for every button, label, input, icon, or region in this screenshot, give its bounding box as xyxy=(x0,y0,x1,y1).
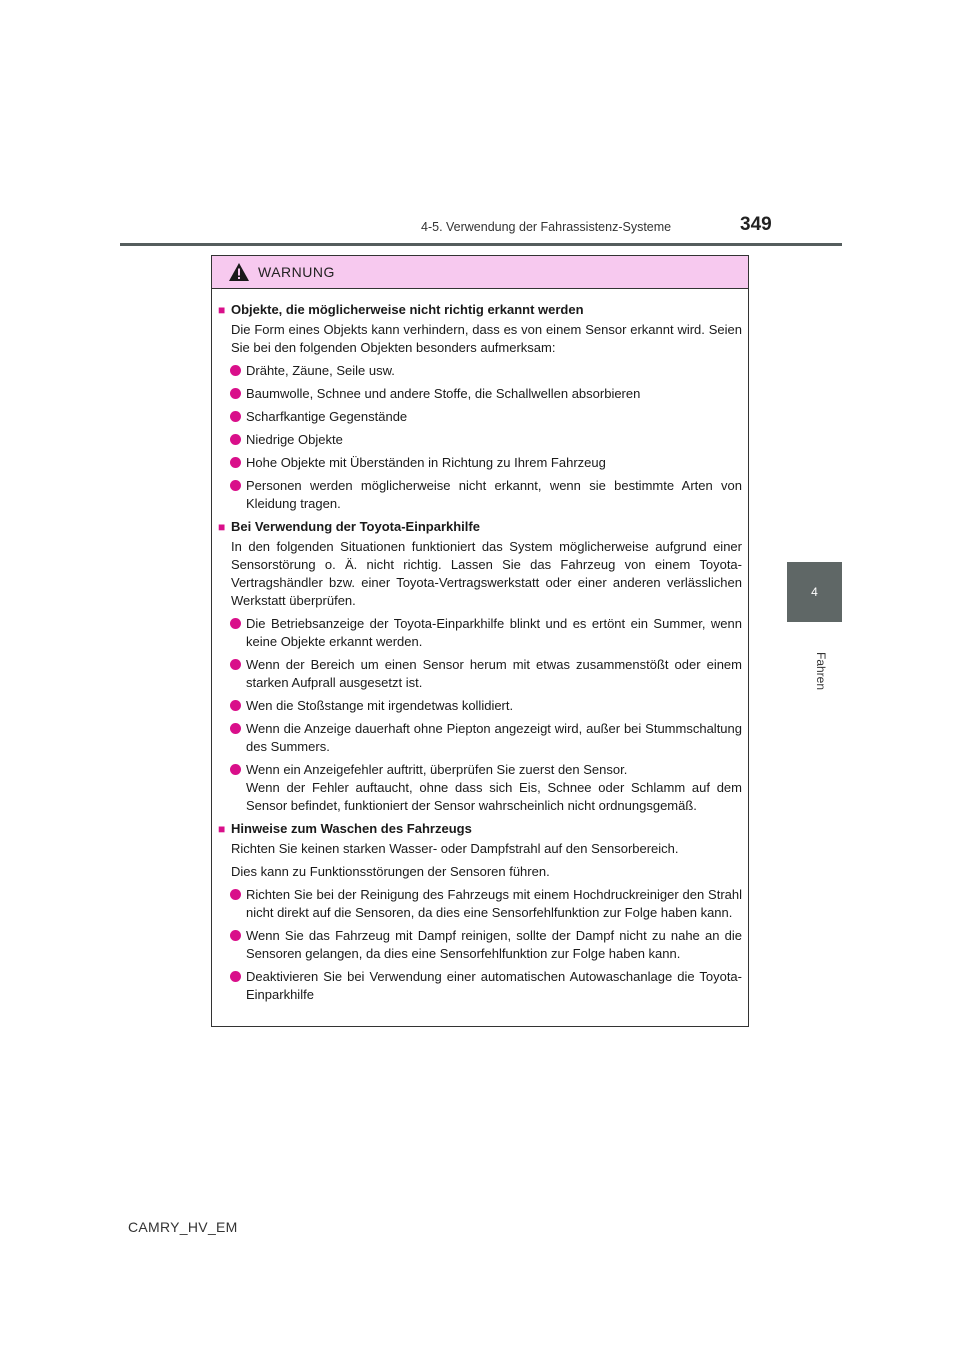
bullet-dot-icon xyxy=(230,889,241,900)
bullet-dot-icon xyxy=(230,457,241,468)
square-bullet-icon: ■ xyxy=(218,303,226,317)
section-paragraph: In den folgenden Situationen funktioniert das System möglicherweise aufgrund einer Sensorstörung o. Ä. nicht richtig. Lassen Sie das Fahrzeug von einem Toyota-Vertragshändler bzw. einer Toyota-Vertragswerkstatt oder einer anderen verlässlichen Werkstatt überprüfen. xyxy=(231,539,742,608)
chapter-tab-number: 4 xyxy=(811,585,818,599)
bullet-item xyxy=(218,968,742,1004)
warning-section xyxy=(218,518,742,815)
document-code: CAMRY_HV_EM xyxy=(128,1219,238,1235)
bullet-text: Personen werden möglicherweise nicht erkannt, wenn sie bestimmte Arten von Kleidung tragen. xyxy=(246,478,742,511)
page-number: 349 xyxy=(740,214,772,235)
bullet-text: Drähte, Zäune, Seile usw. xyxy=(246,363,395,378)
square-bullet-icon: ■ xyxy=(218,520,226,534)
bullet-dot-icon xyxy=(230,971,241,982)
bullet-dot-icon xyxy=(230,388,241,399)
bullet-item xyxy=(218,761,742,815)
bullet-item xyxy=(218,385,742,403)
bullet-dot-icon xyxy=(230,411,241,422)
bullet-text: Wenn der Bereich um einen Sensor herum mit etwas zusammenstößt oder einem starken Aufprall ausgesetzt ist. xyxy=(246,657,742,690)
bullet-item xyxy=(218,927,742,963)
warning-title: WARNUNG xyxy=(258,264,335,280)
bullet-item xyxy=(218,886,742,922)
bullet-item xyxy=(218,431,742,449)
section-heading-text: Bei Verwendung der Toyota-Einparkhilfe xyxy=(231,519,480,534)
section-heading-text: Hinweise zum Waschen des Fahrzeugs xyxy=(231,821,472,836)
bullet-text: Deaktivieren Sie bei Verwendung einer automatischen Autowaschanlage die Toyota-Einparkhilfe xyxy=(246,969,742,1002)
bullet-text: Baumwolle, Schnee und andere Stoffe, die Schallwellen absorbieren xyxy=(246,386,641,401)
bullet-item xyxy=(218,615,742,651)
header-rule xyxy=(120,243,842,246)
bullet-text: Wen die Stoßstange mit irgendetwas kollidiert. xyxy=(246,698,514,713)
chapter-label: Fahren xyxy=(814,652,828,691)
bullet-item xyxy=(218,454,742,472)
warning-header xyxy=(212,256,748,289)
bullet-dot-icon xyxy=(230,618,241,629)
warning-body xyxy=(212,289,748,1004)
bullet-text: Richten Sie bei der Reinigung des Fahrzeugs mit einem Hochdruckreiniger den Strahl nicht direkt auf die Sensoren, da dies eine Sensorfehlfunktion zur Folge haben kann. xyxy=(246,887,742,920)
bullet-dot-icon xyxy=(230,930,241,941)
bullet-dot-icon xyxy=(230,764,241,775)
bullet-item xyxy=(218,697,742,715)
bullet-dot-icon xyxy=(230,723,241,734)
warning-triangle-icon xyxy=(228,262,250,282)
section-paragraph: Richten Sie keinen starken Wasser- oder Dampfstrahl auf den Sensorbereich. xyxy=(231,841,679,856)
bullet-text: Hohe Objekte mit Überständen in Richtung zu Ihrem Fahrzeug xyxy=(246,455,606,470)
bullet-dot-icon xyxy=(230,659,241,670)
section-paragraph: Dies kann zu Funktionsstörungen der Sensoren führen. xyxy=(231,864,550,879)
warning-section xyxy=(218,820,742,1004)
bullet-item xyxy=(218,362,742,380)
bullet-item xyxy=(218,720,742,756)
bullet-text: Die Betriebsanzeige der Toyota-Einparkhilfe blinkt und es ertönt ein Summer, wenn keine Objekte erkannt werden. xyxy=(246,616,742,649)
bullet-text: Wenn Sie das Fahrzeug mit Dampf reinigen, sollte der Dampf nicht zu nahe an die Sensoren gelangen, da dies eine Sensorfehlfunktion zur Folge haben kann. xyxy=(246,928,742,961)
bullet-dot-icon xyxy=(230,365,241,376)
bullet-dot-icon xyxy=(230,480,241,491)
bullet-text: Niedrige Objekte xyxy=(246,432,343,447)
warning-section xyxy=(218,301,742,513)
bullet-item xyxy=(218,656,742,692)
section-paragraph: Die Form eines Objekts kann verhindern, dass es von einem Sensor erkannt wird. Seien Sie bei den folgenden Objekten besonders aufmerksam: xyxy=(231,322,742,355)
section-heading xyxy=(218,301,742,319)
bullet-item xyxy=(218,408,742,426)
warning-box xyxy=(211,255,749,1027)
section-heading-text: Objekte, die möglicherweise nicht richtig erkannt werden xyxy=(231,302,584,317)
bullet-text: Scharfkantige Gegenstände xyxy=(246,409,408,424)
bullet-dot-icon xyxy=(230,700,241,711)
section-heading xyxy=(218,820,742,838)
bullet-text: Wenn die Anzeige dauerhaft ohne Piepton angezeigt wird, außer bei Stummschaltung des Summers. xyxy=(246,721,742,754)
square-bullet-icon: ■ xyxy=(218,822,226,836)
bullet-item xyxy=(218,477,742,513)
section-heading xyxy=(218,518,742,536)
chapter-tab[interactable] xyxy=(787,562,842,622)
bullet-text: Wenn ein Anzeigefehler auftritt, überprüfen Sie zuerst den Sensor. Wenn der Fehler auftaucht, ohne dass sich Eis, Schnee oder Schlamm auf dem Sensor befindet, funktioniert der Sensor wahrscheinlich nicht ordnungsgemäß. xyxy=(246,762,742,813)
running-header-section: 4-5. Verwendung der Fahrassistenz-Systeme xyxy=(421,220,672,234)
bullet-dot-icon xyxy=(230,434,241,445)
